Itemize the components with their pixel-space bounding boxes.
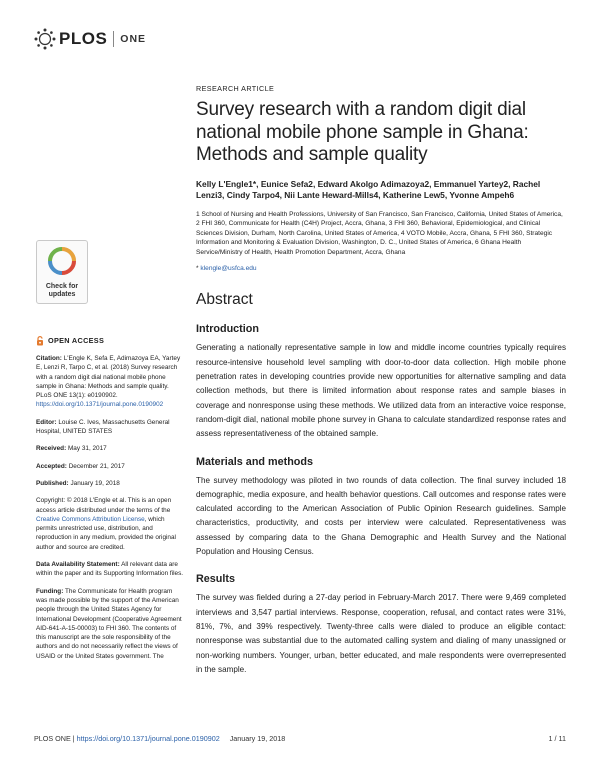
methods-heading: Materials and methods — [196, 455, 313, 468]
methods-text: The survey methodology was piloted in two rounds of data collection. The final survey included 18 demographic, media exposure, and health behavior questions. Call outcomes and response rates were calculated according to the American Association of Public Opinion Research guidelines. Sample characteristics, productivity, and costs per interview were calculated. Representativeness was assessed by comparing data to the Ghana Demographic and Health Survey and the National Population and Housing Census. — [196, 475, 566, 557]
funding-label: Funding: — [36, 587, 64, 595]
editor-text: Louise C. Ives, Massachusetts General Hospital, UNITED STATES — [36, 418, 170, 436]
article-main — [196, 84, 566, 677]
plos-brand: PLOS — [59, 29, 108, 48]
copyright-text-end: , which permits unrestricted use, distribution, and reproduction in any medium, provided the original author and source are credited. — [36, 515, 176, 551]
corresponding-email-link[interactable]: klengle@usfca.edu — [200, 265, 257, 273]
citation-block — [36, 354, 184, 410]
page-footer — [34, 734, 566, 743]
open-lock-icon — [36, 336, 44, 346]
published-block — [36, 479, 184, 488]
results-text: The survey was fielded during a 27-day period in February-March 2017. There were 9,469 completed interviews and 3,547 partial interviews. Response, cooperation, refusal, and contact rates were 31%, 81%, 7%, and 39% respectively. Twenty-three calls were dialed to produce an eligible contact: nonresponse was substantial due to the automated calling system and dialing of many unassigned or non-working numbers. Younger, urban, better educated, and male respondents were overrepresented in the sample. — [196, 593, 566, 674]
received-label: Received: — [36, 445, 67, 453]
received-date: May 31, 2017 — [67, 445, 107, 453]
journal-name: ONE — [120, 33, 147, 45]
page-number: 1 / 11 — [548, 734, 566, 743]
article-sidebar — [36, 336, 184, 669]
copyright-text: Copyright: © 2018 L'Engle et al. This is an open access article distributed under the terms of the — [36, 497, 172, 514]
footer-separator: | — [72, 734, 75, 743]
funding-block — [36, 587, 184, 661]
open-access-label — [36, 336, 184, 346]
footer-doi-link[interactable]: https://doi.org/10.1371/journal.pone.0190902 — [76, 734, 220, 743]
check-updates-icon — [47, 246, 77, 276]
accepted-block — [36, 462, 184, 471]
footer-date: January 19, 2018 — [229, 734, 286, 743]
results-heading: Results — [196, 573, 236, 586]
introduction-heading: Introduction — [196, 323, 259, 336]
citation-label: Citation: — [36, 355, 62, 362]
citation-text: L'Engle K, Sefa E, Adimazoya EA, Yartey E, Lenzi R, Tarpo C, et al. (2018) Survey research with a random digit dial national mobile phone sample in Ghana: Methods and sample quality. PLoS ONE 13(1): e0190902. — [36, 355, 181, 400]
affiliations: 1 School of Nursing and Health Professions, University of San Francisco, San Francisco, California, United States of America, 2 FHI 360, Communicate for Health (C4H) Project, Accra, Ghana, 3 FHI 360, Behavioral, Epidemiological, and Clinical Sciences Division, Durham, North Carolina, United States of America, 4 VOTO Mobile, Accra, Ghana, 5 FHI 360, Strategic Information and Monitoring & Evaluation Division, Washington, D. C., United States of America, 6 Ghana Health Service/Ministry of Health, Health Promotion Department, Accra, Ghana — [196, 210, 563, 256]
data-availability-text: All relevant data are within the paper and its Supporting Information files. — [36, 561, 184, 578]
check-updates-label: Check for updates — [45, 283, 79, 298]
citation-doi-link[interactable]: https://doi.org/10.1371/journal.pone.0190902 — [36, 401, 164, 409]
article-type: RESEARCH ARTICLE — [196, 84, 275, 93]
license-link[interactable]: Creative Commons Attribution License — [36, 515, 145, 523]
abstract-heading: Abstract — [196, 291, 253, 309]
accepted-label: Accepted: — [36, 462, 67, 470]
editor-block — [36, 418, 184, 437]
published-date: January 19, 2018 — [70, 479, 120, 487]
journal-logo — [34, 28, 146, 50]
editor-label: Editor: — [36, 418, 57, 426]
received-block — [36, 444, 184, 453]
footer-journal: PLOS ONE — [34, 734, 71, 743]
check-for-updates-badge[interactable] — [36, 240, 88, 304]
data-availability-block — [36, 560, 184, 579]
data-availability-label: Data Availability Statement: — [36, 561, 120, 569]
open-access-text: OPEN ACCESS — [48, 336, 105, 346]
funding-text: The Communicate for Health program was made possible by the support of the American people through the United States Agency for International Development (Cooperative Agreement AID-641-A-15-00003) to FHI 360. The contents of this manuscript are the sole responsibility of the authors and do not necessarily reflect the views of USAID or the United States government. The — [36, 587, 182, 660]
article-title: Survey research with a random digit dial national mobile phone sample in Ghana: Methods and sample quality — [196, 99, 529, 165]
footer-left — [34, 734, 285, 743]
introduction-text: Generating a nationally representative sample in low and middle income countries typically requires resource-intensive household level sampling with door-to-door data collection. High mobile phone penetration rates in developing countries provide new opportunities for alternative sampling and data collection methods, but there is limited information about response rates and sample biases in coverage and nonresponse using these methods. We utilized data from an interactive voice response, random-digit dial, national mobile phone survey in Ghana to calculate standardized response rates and assess representativeness of the obtained sample. — [196, 343, 566, 439]
corresponding-author — [196, 265, 566, 272]
accepted-date: December 21, 2017 — [68, 462, 125, 470]
plos-logo-icon — [34, 28, 56, 50]
logo-divider — [113, 31, 114, 47]
published-label: Published: — [36, 479, 69, 487]
corresponding-star: * — [196, 265, 199, 273]
copyright-block — [36, 496, 184, 552]
author-list: Kelly L'Engle1*, Eunice Sefa2, Edward Akolgo Adimazoya2, Emmanuel Yartey2, Rachel Lenzi3, Cindy Tarpo4, Nii Lante Heward-Mills4, Katherine Lew5, Yvonne Ampeh6 — [196, 178, 541, 200]
